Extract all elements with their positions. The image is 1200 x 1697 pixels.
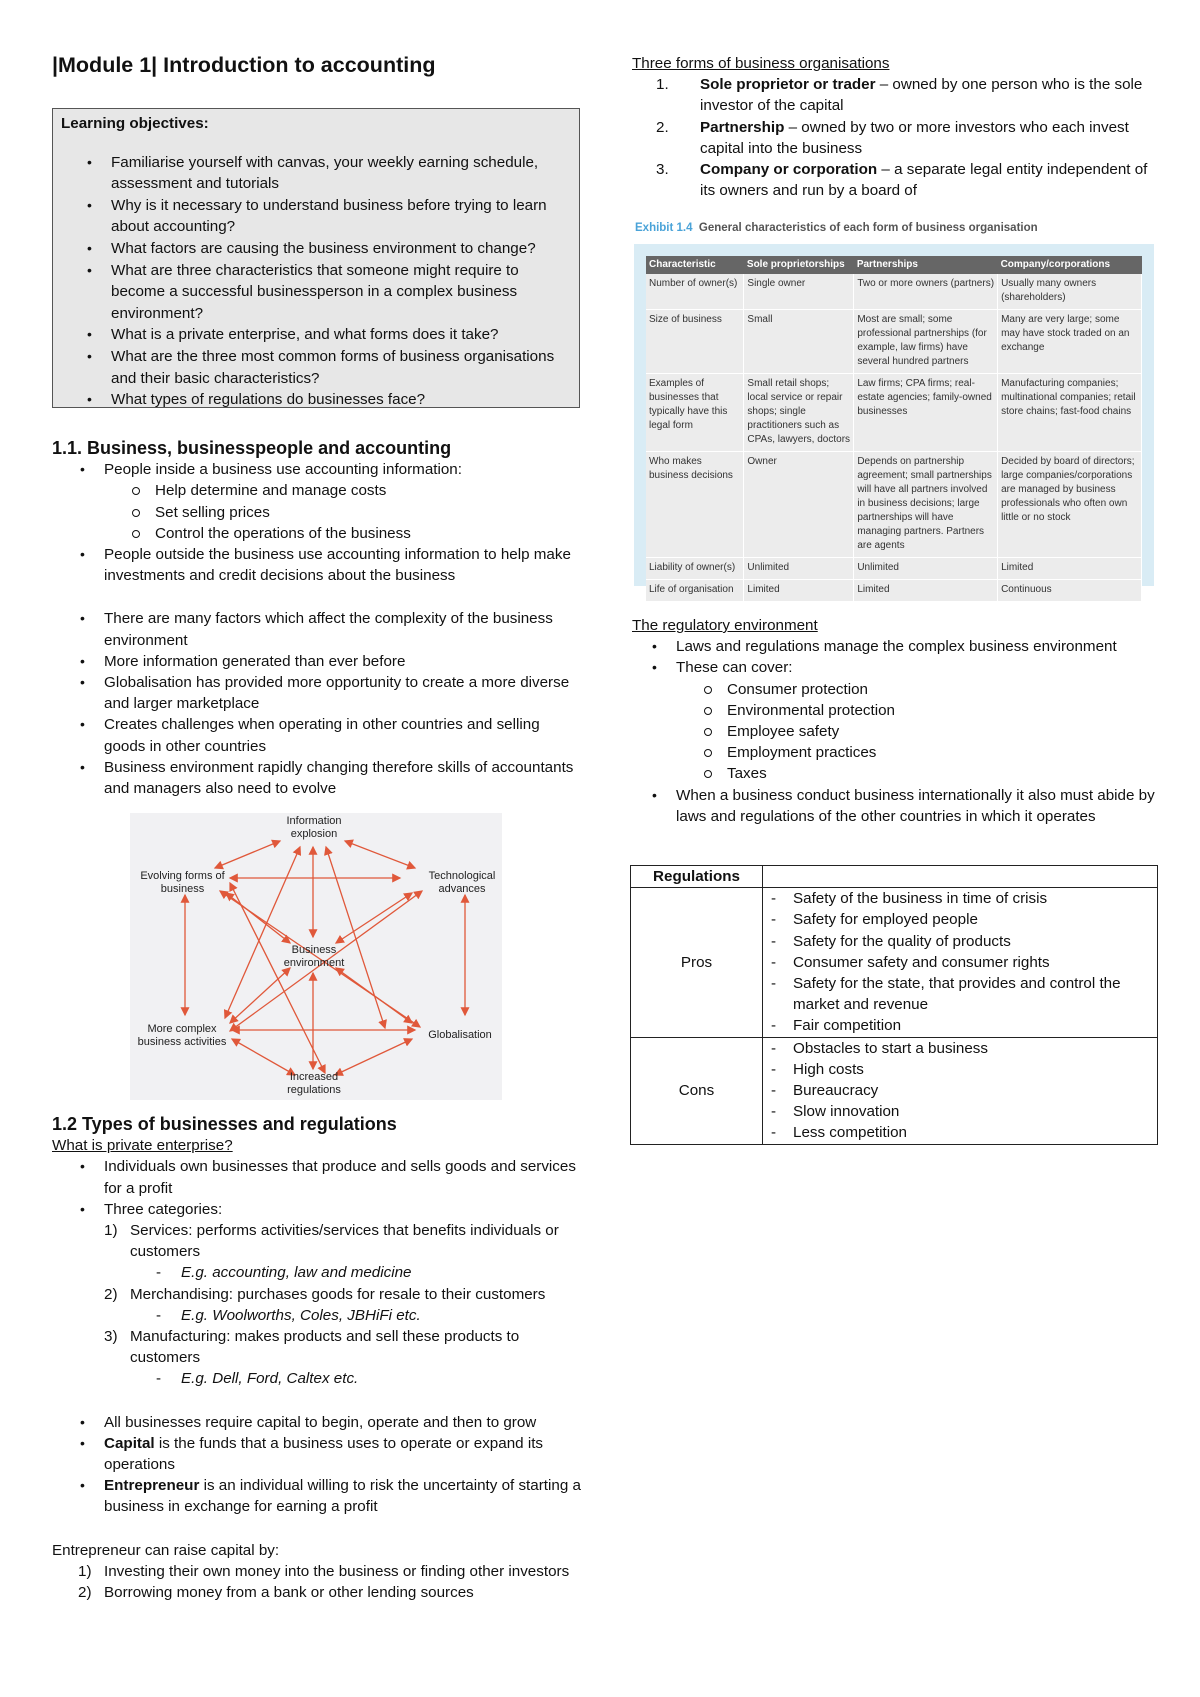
list-item: • Business environment rapidly changing therefore skills of accountants and managers also need to evolve xyxy=(52,757,584,799)
cons-label: Cons xyxy=(631,1037,763,1144)
list-item: - Less competition xyxy=(763,1122,1157,1143)
forms-section xyxy=(632,53,1164,201)
list-item: • What types of regulations do businesses face? xyxy=(61,389,571,411)
list-item: • Globalisation has provided more opportunity to create a more diverse and larger marketplace xyxy=(52,672,584,714)
exhibit-image xyxy=(634,244,1154,595)
list-item: - Obstacles to start a business xyxy=(763,1038,1157,1059)
table-cell xyxy=(763,1037,1158,1144)
table-row xyxy=(646,580,1142,602)
pros-list xyxy=(763,888,1157,1036)
diagram-label-information-explosion: Information explosion xyxy=(286,815,342,840)
list-item: • More information generated than ever before xyxy=(52,651,584,672)
exhibit-title xyxy=(635,222,1038,234)
list-item: - High costs xyxy=(763,1059,1157,1080)
categories-list xyxy=(52,1220,584,1390)
example-text: E.g. Dell, Ford, Caltex etc. xyxy=(181,1370,359,1388)
list-number: 2) xyxy=(104,1285,118,1303)
list-item xyxy=(52,1220,584,1284)
list-item-text: Merchandising: purchases goods for resale to their customers xyxy=(130,1285,546,1303)
bold-term: Entrepreneur xyxy=(104,1477,200,1495)
table-row xyxy=(631,866,1158,888)
learning-objectives-box xyxy=(52,108,580,408)
list-item: - Fair competition xyxy=(763,1015,1157,1036)
diagram-label-technological-advances: Technological advances xyxy=(428,870,496,895)
table-cell: Limited xyxy=(854,580,998,602)
list-item: - Slow innovation xyxy=(763,1101,1157,1122)
table-cell: Depends on partnership agreement; small partnerships will have all partners involved in business decisions; large partnerships will have managing partners. Partners are agents xyxy=(854,452,998,558)
list-item: - Safety for the quality of products xyxy=(763,931,1157,952)
table-row xyxy=(646,452,1142,558)
example-text: E.g. accounting, law and medicine xyxy=(181,1264,412,1282)
list-item xyxy=(52,459,584,544)
table-cell: Number of owner(s) xyxy=(646,274,744,310)
example-text: E.g. Woolworths, Coles, JBHiFi etc. xyxy=(181,1306,421,1324)
table-row xyxy=(631,888,1158,1037)
list-item: • Three categories: xyxy=(52,1199,584,1220)
list-item-text: is an individual willing to risk the uncertainty of starting a business in exchange for earning a profit xyxy=(104,1477,581,1516)
table-cell xyxy=(763,888,1158,1037)
sub-list-item: Help determine and manage costs xyxy=(52,480,584,501)
regulatory-sublist xyxy=(624,679,1164,785)
table-cell: Small xyxy=(744,310,854,374)
table-cell: Liability of owner(s) xyxy=(646,558,744,580)
list-item xyxy=(26,1582,584,1603)
bold-term: Partnership xyxy=(700,118,785,136)
list-item: - Bureaucracy xyxy=(763,1080,1157,1101)
sub-list-item: Set selling prices xyxy=(52,502,584,523)
table-cell xyxy=(763,866,1158,888)
list-item: • Individuals own businesses that produce and sells goods and services for a profit xyxy=(52,1156,584,1198)
column-header: Characteristic xyxy=(646,256,744,274)
list-item: • There are many factors which affect the complexity of the business environment xyxy=(52,608,584,650)
s11-list-1 xyxy=(52,459,584,586)
sub-list-item: Employee safety xyxy=(624,721,1164,742)
list-number: 1) xyxy=(104,1222,118,1240)
sub-list-item: Taxes xyxy=(624,763,1164,784)
list-item: - Safety for the state, that provides and control the market and revenue xyxy=(763,973,1157,1015)
table-cell: Life of organisation xyxy=(646,580,744,602)
table-cell: Size of business xyxy=(646,310,744,374)
section-heading: 1.1. Business, businesspeople and accounting xyxy=(52,438,452,458)
sub-list-item: Consumer protection xyxy=(624,679,1164,700)
table-cell: Many are very large; some may have stock traded on an exchange xyxy=(998,310,1142,374)
exhibit-caption: General characteristics of each form of business organisation xyxy=(698,222,1038,234)
table-cell: Decided by board of directors; large companies/corporations are managed by business professionals who often own little or no stock xyxy=(998,452,1142,558)
list-item: • Familiarise yourself with canvas, your weekly earning schedule, assessment and tutorials xyxy=(61,152,571,195)
table-cell: Law firms; CPA firms; real-estate agencies; family-owned businesses xyxy=(854,374,998,452)
diagram-label-globalisation: Globalisation xyxy=(428,1029,492,1041)
list-item: • What are the three most common forms of business organisations and their basic characteristics? xyxy=(61,346,571,389)
list-item xyxy=(624,657,1164,784)
forms-list xyxy=(622,74,1164,201)
table-row xyxy=(646,274,1142,310)
list-item: • What are three characteristics that someone might require to become a successful businessperson in a complex business environment? xyxy=(61,260,571,325)
list-number: 1) xyxy=(78,1562,92,1580)
diagram-label-increased-regulations: Increased regulations xyxy=(287,1071,341,1096)
list-number: 2) xyxy=(78,1584,92,1602)
list-item xyxy=(622,117,1164,159)
example-item xyxy=(52,1368,584,1389)
table-cell: Most are small; some professional partnerships (for example, law firms) have several hundred partners xyxy=(854,310,998,374)
list-item: • People outside the business use accounting information to help make investments and credit decisions about the business xyxy=(52,544,584,586)
list-item: • Laws and regulations manage the complex business environment xyxy=(624,636,1164,657)
table-row xyxy=(646,310,1142,374)
table-cell: Usually many owners (shareholders) xyxy=(998,274,1142,310)
list-item: • Why is it necessary to understand business before trying to learn about accounting? xyxy=(61,195,571,238)
business-environment-diagram xyxy=(130,813,502,1100)
sub-list-item: Control the operations of the business xyxy=(52,523,584,544)
list-item: • Creates challenges when operating in other countries and selling goods in other countries xyxy=(52,714,584,756)
exhibit-table xyxy=(646,256,1142,602)
section-heading: 1.2 Types of businesses and regulations xyxy=(52,1114,397,1134)
table-cell: Manufacturing companies; multinational companies; retail store chains; fast-food chains xyxy=(998,374,1142,452)
list-item-text: – owned by two or more investors who each invest capital into the business xyxy=(700,118,1129,157)
list-item xyxy=(52,1284,584,1326)
bold-term: Company or corporation xyxy=(700,161,878,179)
diagram-label-more-complex: More complex business activities xyxy=(137,1023,227,1048)
list-item xyxy=(622,159,1164,201)
list-item-text: People inside a business use accounting information: xyxy=(104,461,462,479)
capital-list xyxy=(52,1412,584,1518)
list-item: • All businesses require capital to begin, operate and then to grow xyxy=(52,1412,584,1433)
list-number: 3) xyxy=(104,1328,118,1346)
list-item xyxy=(622,74,1164,116)
list-item-text: – owned by one person who is the sole investor of the capital xyxy=(700,76,1143,115)
list-item: - Safety for employed people xyxy=(763,909,1157,930)
table-cell: Single owner xyxy=(744,274,854,310)
forms-heading: Three forms of business organisations xyxy=(632,55,890,72)
table-cell: Limited xyxy=(744,580,854,602)
section-1-2 xyxy=(52,1114,584,1603)
table-cell: Continuous xyxy=(998,580,1142,602)
sub-list-item: Environmental protection xyxy=(624,700,1164,721)
example-list xyxy=(52,1368,584,1389)
table-cell: Limited xyxy=(998,558,1142,580)
raise-list xyxy=(26,1561,584,1603)
list-item xyxy=(52,1475,584,1517)
table-cell: Owner xyxy=(744,452,854,558)
list-item: - Safety of the business in time of crisis xyxy=(763,888,1157,909)
list-item xyxy=(26,1561,584,1582)
section-1-1 xyxy=(52,438,584,799)
list-item-text: is the funds that a business uses to operate or expand its operations xyxy=(104,1434,544,1474)
table-cell: Unlimited xyxy=(854,558,998,580)
example-item xyxy=(52,1262,584,1283)
table-cell: Small retail shops; local service or repair shops; single practitioners such as CPAs, lawyers, doctors xyxy=(744,374,854,452)
exhibit-label: Exhibit 1.4 xyxy=(635,222,693,234)
sub-list-item: Employment practices xyxy=(624,742,1164,763)
table-cell: Two or more owners (partners) xyxy=(854,274,998,310)
column-header: Company/corporations xyxy=(998,256,1142,274)
list-number: 1. xyxy=(656,76,669,94)
regulatory-list xyxy=(624,636,1164,827)
example-list xyxy=(52,1262,584,1283)
list-item: - Consumer safety and consumer rights xyxy=(763,952,1157,973)
list-item xyxy=(52,1326,584,1390)
objectives-list xyxy=(61,152,571,411)
list-item xyxy=(52,1433,584,1475)
objectives-heading: Learning objectives: xyxy=(61,115,209,132)
sub-heading: What is private enterprise? xyxy=(52,1137,233,1155)
bold-term: Capital xyxy=(104,1434,155,1452)
list-item: • What factors are causing the business environment to change? xyxy=(61,238,571,260)
table-row xyxy=(631,1037,1158,1144)
table-row xyxy=(646,374,1142,452)
list-item-text: Investing their own money into the business or finding other investors xyxy=(104,1562,570,1580)
s11-sublist xyxy=(52,480,584,544)
page-title: |Module 1| Introduction to accounting xyxy=(52,53,436,77)
list-item: • When a business conduct business internationally it also must abide by laws and regulations of the other countries in which it operates xyxy=(624,785,1164,827)
regulatory-section xyxy=(632,615,1164,827)
regulatory-heading: The regulatory environment xyxy=(632,617,818,634)
table-cell: Unlimited xyxy=(744,558,854,580)
list-item-text: Services: performs activities/services that benefits individuals or customers xyxy=(130,1222,559,1261)
list-item-text: These can cover: xyxy=(676,659,793,677)
table-cell: Examples of businesses that typically have this legal form xyxy=(646,374,744,452)
s11-list-2 xyxy=(52,608,584,799)
example-item xyxy=(52,1305,584,1326)
example-list xyxy=(52,1305,584,1326)
list-item-text: Borrowing money from a bank or other lending sources xyxy=(104,1584,474,1602)
s12-list xyxy=(52,1156,584,1220)
list-number: 2. xyxy=(656,118,669,136)
table-cell: Who makes business decisions xyxy=(646,452,744,558)
column-header: Regulations xyxy=(631,866,763,888)
diagram-label-business-environment: Business environment xyxy=(283,944,345,969)
list-item: • What is a private enterprise, and what forms does it take? xyxy=(61,324,571,346)
column-header: Partnerships xyxy=(854,256,998,274)
bold-term: Sole proprietor or trader xyxy=(700,76,876,94)
diagram-label-evolving-forms: Evolving forms of business xyxy=(140,870,225,895)
list-number: 3. xyxy=(656,161,669,179)
list-item-text: Manufacturing: makes products and sell these products to customers xyxy=(130,1328,520,1367)
pros-label: Pros xyxy=(631,888,763,1037)
column-header: Sole proprietorships xyxy=(744,256,854,274)
list-item-text: – a separate legal entity independent of its owners and run by a board of xyxy=(700,161,1148,200)
raise-heading: Entrepreneur can raise capital by: xyxy=(52,1541,280,1559)
regulations-table xyxy=(630,865,1158,1145)
cons-list xyxy=(763,1038,1157,1144)
table-row xyxy=(646,558,1142,580)
